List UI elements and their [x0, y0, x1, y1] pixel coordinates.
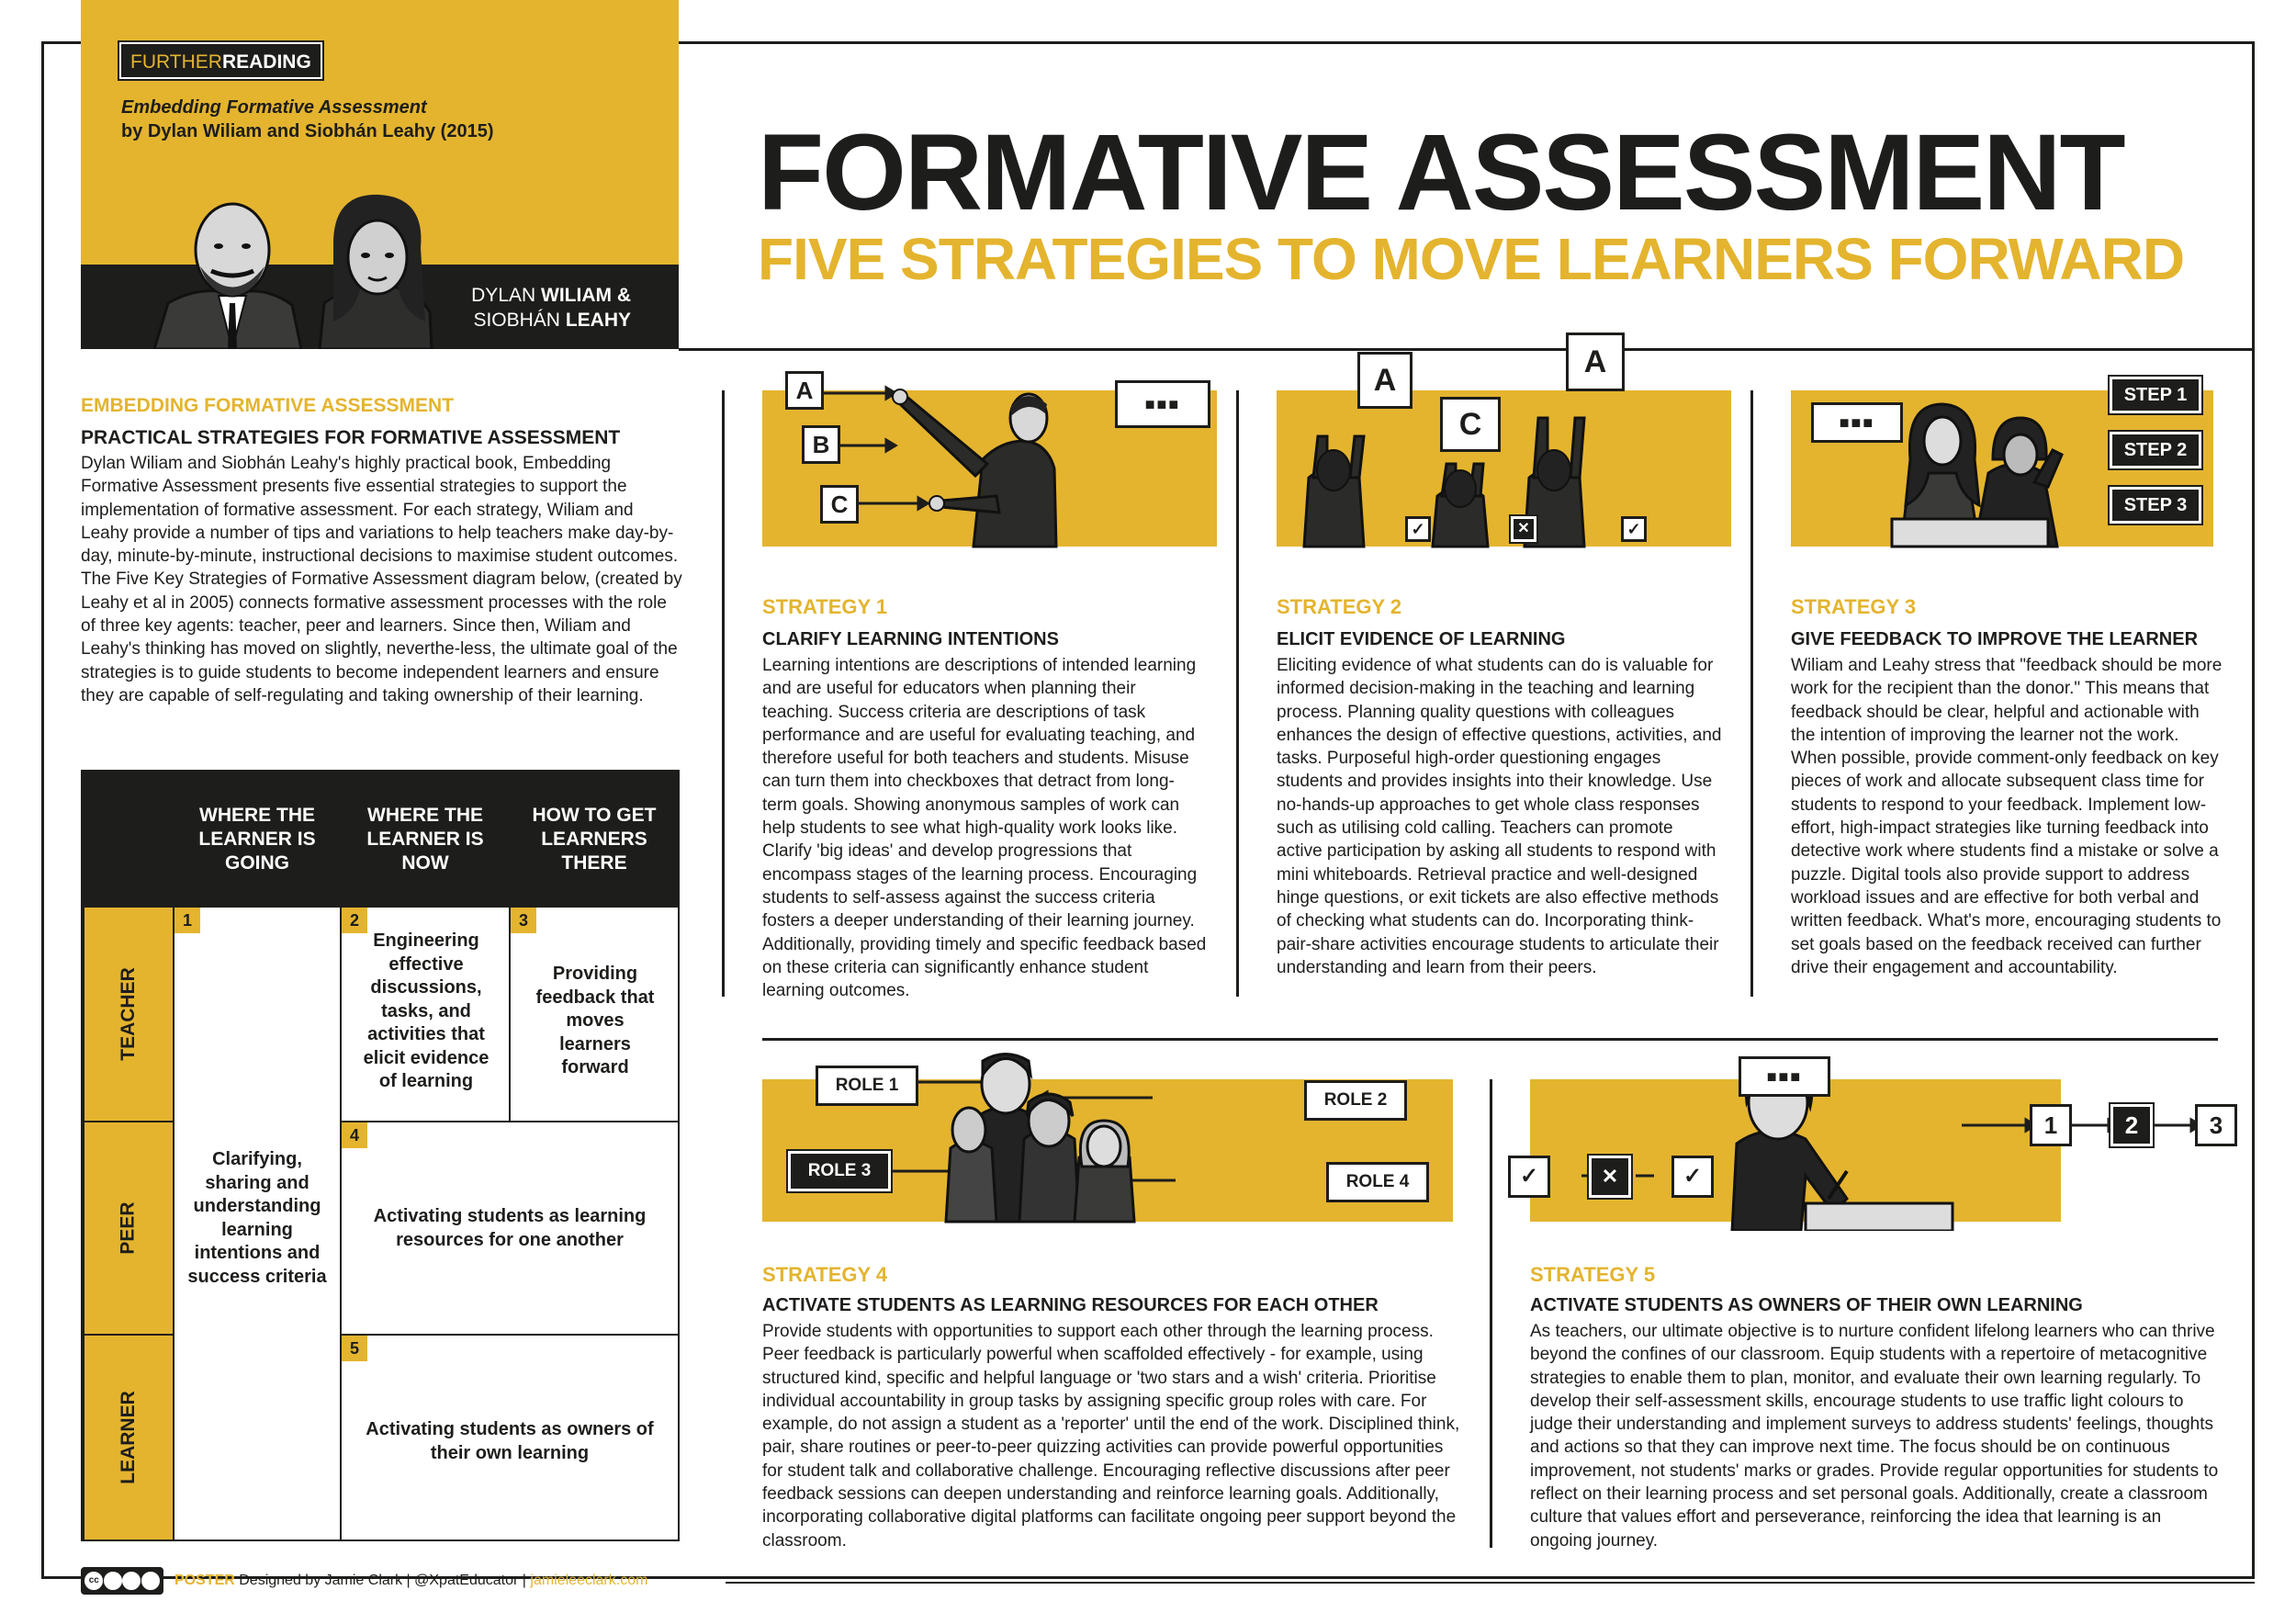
cross-mark-icon: ✕: [1511, 516, 1536, 542]
nd-icon: [141, 1572, 160, 1590]
answer-card: A: [1566, 333, 1625, 391]
footer-credit: POSTER Designed by Jamie Clark | @XpatEducator | jamieleeclark.com: [174, 1573, 648, 1588]
check-mark-icon: ✓: [1405, 516, 1431, 542]
col-header-now: WHERE THE LEARNER IS NOW: [340, 772, 511, 908]
author-portraits: [145, 193, 448, 349]
cell-number: 3: [511, 908, 536, 933]
column-divider: [722, 390, 725, 997]
step-3-badge: STEP 3: [2110, 487, 2201, 524]
speech-bubble: ■■■: [1115, 380, 1210, 428]
further-reading-badge: FURTHERREADING: [119, 42, 322, 79]
step-2-badge: STEP 2: [2110, 432, 2201, 468]
answer-card: C: [1440, 397, 1501, 452]
role-3-label: ROLE 3: [788, 1151, 891, 1191]
check-mark-icon: ✓: [1621, 516, 1647, 542]
intro-heading: PRACTICAL STRATEGIES FOR FORMATIVE ASSESSMENT: [81, 427, 621, 448]
check-mark-icon: ✓: [1671, 1156, 1714, 1198]
choice-card-a: A: [785, 371, 824, 410]
table-cell-2: [340, 906, 511, 1122]
row-label-learner: LEARNER: [83, 1334, 174, 1541]
strategy-1-label: STRATEGY 1: [762, 595, 888, 618]
strategy-2-label: STRATEGY 2: [1277, 595, 1402, 618]
creative-commons-badge: [81, 1567, 163, 1595]
cell-text: Clarifying, sharing and understanding learning intentions and success criteria: [187, 1149, 327, 1287]
strategy-5-label: STRATEGY 5: [1530, 1263, 1656, 1286]
strategy-3-label: STRATEGY 3: [1791, 595, 1917, 618]
step-1-badge: STEP 1: [2110, 377, 2201, 413]
strategy-4-label: STRATEGY 4: [762, 1263, 888, 1286]
speech-bubble: ■■■: [1739, 1056, 1830, 1097]
row-label-teacher: TEACHER: [83, 906, 174, 1122]
footer-rule: [726, 1582, 2255, 1584]
cell-text: Engineering effective discussions, tasks, and activities that elicit evidence of learning: [363, 930, 490, 1091]
row-label-peer: PEER: [83, 1121, 174, 1336]
header-divider: [679, 348, 2255, 351]
strategy-1-body: Learning intentions are descriptions of intended learning and are useful for educators when planning their teaching. Success criteria are descriptions of task performance and are useful for evaluating teaching, and therefore useful for both teachers and students. Misuse can turn them into checkboxes that detract from long-term goals. Showing anonymous samples of work can help students to see what high-quality work looks like. Clarify 'big ideas' and develop progressions that encompass stages of the learning process. Encouraging students to self-assess against the success criteria fosters a deeper understanding of their learning journey. Additionally, providing timely and specific feedback based on these criteria can significantly enhance student learning outcomes.: [762, 656, 1207, 1001]
cell-text: Activating students as learning resources for one another: [373, 1206, 647, 1250]
page-subtitle: FIVE STRATEGIES TO MOVE LEARNERS FORWARD: [758, 226, 2185, 292]
check-mark-icon: ✓: [1508, 1156, 1550, 1198]
cell-text: Providing feedback that moves learners forward: [535, 964, 655, 1077]
cell-number: 1: [174, 908, 200, 933]
further-reading-panel: [81, 0, 679, 349]
answer-card: A: [1357, 352, 1412, 409]
sequence-step-1: 1: [2030, 1104, 2072, 1146]
choice-card-b: B: [802, 425, 840, 464]
table-cell-3: [509, 906, 680, 1122]
speech-bubble: ■■■: [1811, 402, 1903, 443]
table-corner: [83, 772, 174, 908]
table-cell-4: [340, 1121, 680, 1336]
five-strategies-table: [81, 770, 680, 1541]
strategy-5-body: As teachers, our ultimate objective is to nurture confident lifelong learners who can thrive beyond the confines of our classroom. Equip students with a repertoire of metacognitive strategies to enable them to plan, monitor, and evaluate their own learning regularly. To develop their self-assessment skills, encourage students to use traffic light colours to judge their understanding and implement surveys to address students' feelings, thoughts and actions so that they can improve next time. The focus should be on continuous improvement, not students' marks or grades. Provide regular opportunities for students to reflect on their learning process and set personal goals. Additionally, create a classroom culture that values effort and perseverance, reinforcing the idea that learning is an ongoing journey.: [1530, 1322, 2219, 1551]
column-divider: [1490, 1079, 1492, 1548]
sequence-step-3: 3: [2195, 1104, 2237, 1146]
strategy-5-heading: ACTIVATE STUDENTS AS OWNERS OF THEIR OWN LEARNING: [1530, 1295, 2083, 1315]
col-header-there: HOW TO GET LEARNERS THERE: [509, 772, 680, 908]
col-header-going: WHERE THE LEARNER IS GOING: [173, 772, 342, 908]
cell-number: 2: [342, 908, 367, 933]
cross-mark-icon: ✕: [1589, 1156, 1631, 1198]
role-4-label: ROLE 4: [1326, 1162, 1429, 1202]
cell-text: Activating students as owners of their own learning: [366, 1419, 654, 1463]
book-title: Embedding Formative Assessment: [121, 97, 427, 118]
cc-icon: cc: [84, 1572, 103, 1590]
book-authors: by Dylan Wiliam and Siobhán Leahy (2015): [121, 121, 494, 141]
sequence-step-2: 2: [2110, 1104, 2153, 1146]
table-cell-5: [340, 1334, 680, 1541]
author-names: DYLAN WILIAM & SIOBHÁN LEAHY: [471, 285, 631, 331]
strategy-4-body: Provide students with opportunities to support each other through the learning process. Peer feedback is particularly powerful when scaffolded effectively - for example, using structured kind, specific and helpful language or 'two stars and a wish' criteria. Prioritise individual accountability in group tasks by assigning specific group roles with care. For example, do not assign a student as a 'reporter' until the end of the work. Disciplined think, pair, share routines or peer-to-peer quizzing activities can provide powerful opportunities for student talk and collaborative challenge. Encouraging reflective discussions after peer feedback sessions can deepen understanding and reinforce learning goals. Additionally, incorporating collaborative digital platforms can facilitate ongoing peer support beyond the classroom.: [762, 1322, 1460, 1551]
role-1-label: ROLE 1: [816, 1066, 918, 1106]
strategy-2-heading: ELICIT EVIDENCE OF LEARNING: [1277, 629, 1566, 649]
intro-body: Dylan Wiliam and Siobhán Leahy's highly practical book, Embedding Formative Assessment presents five essential strategies to support the implementation of formative assessment. For each strategy, Wiliam and Leahy provide a number of tips and variations to help teachers make day-by-day, minute-by-minute, instructional decisions to maximise student outcomes. The Five Key Strategies of Formative Assessment diagram below, (created by Leahy et al in 2005) connects formative assessment processes with the role of three key agents: teacher, peer and learners. Since then, Wiliam and Leahy's thinking has moved on slightly, neverthe-less, the ultimate goal of the strategies is to guide students to become independent learners and ensure they are capable of self-regulating and taking ownership of their learning.: [81, 454, 682, 705]
choice-card-c: C: [820, 485, 859, 524]
nc-icon: [122, 1572, 141, 1590]
strategy-1-heading: CLARIFY LEARNING INTENTIONS: [762, 629, 1059, 649]
cell-number: 5: [342, 1336, 367, 1361]
strategy-3-heading: GIVE FEEDBACK TO IMPROVE THE LEARNER: [1791, 629, 2199, 649]
website-link[interactable]: jamieleeclark.com: [530, 1573, 648, 1588]
by-icon: [104, 1572, 122, 1590]
strategy-2-body: Eliciting evidence of what students can do is valuable for informed decision-making in the teaching and learning process. Planning quality questions with colleagues enhances the design of effective questions, activities, and tasks. Purposeful high-order questioning engages students and provides insights into their knowledge. Use no-hands-up approaches to get whole class responses such as utilising cold calling. Teachers can promote active participation by asking all students to respond with mini whiteboards. Retrieval practice and well-designed hinge questions, or exit tickets are also effective methods of checking what students can do. Incorporating think-pair-share activities encourage students to articulate their understanding and learn from their peers.: [1277, 656, 1722, 977]
intro-kicker: EMBEDDING FORMATIVE ASSESSMENT: [81, 395, 455, 416]
page-title: FORMATIVE ASSESSMENT: [758, 112, 2124, 233]
strategy-4-heading: ACTIVATE STUDENTS AS LEARNING RESOURCES FOR EACH OTHER: [762, 1295, 1379, 1315]
cell-number: 4: [342, 1122, 367, 1148]
table-cell-1: [173, 906, 342, 1541]
role-2-label: ROLE 2: [1304, 1080, 1407, 1121]
strategy-3-body: Wiliam and Leahy stress that "feedback should be more work for the recipient than the donor." This means that feedback should be clear, helpful and actionable with the intention of improving the learner not the work. When possible, provide comment-only feedback on key pieces of work and allocate subsequent class time for students to respond to your feedback. Implement low-effort, high-impact strategies like turning feedback into detective work where students find a mistake or solve a puzzle. Digital tools also provide support to address workload issues and are effective for both verbal and written feedback. What's more, encouraging students to set goals based on the feedback received can further drive their engagement and accountability.: [1791, 656, 2223, 977]
